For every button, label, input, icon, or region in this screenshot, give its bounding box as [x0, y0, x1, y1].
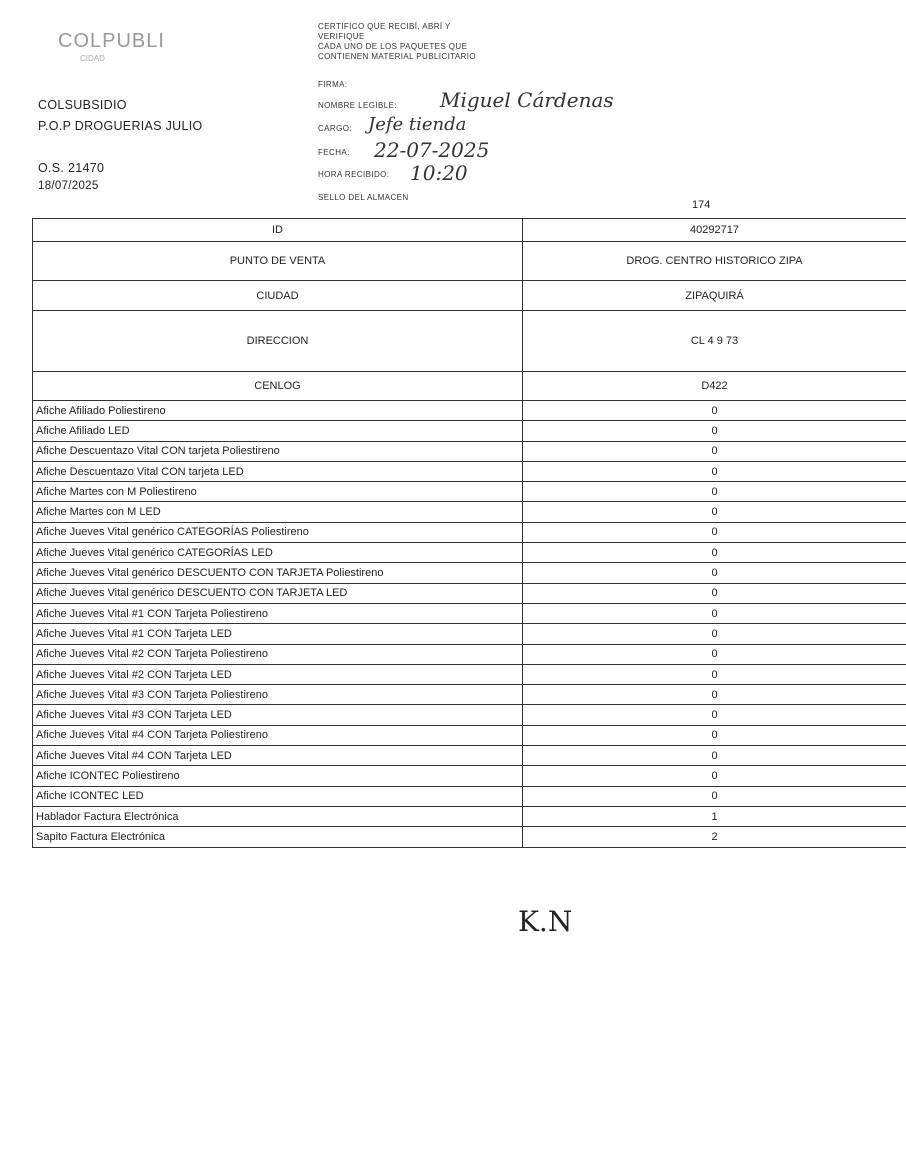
- item-qty: 0: [523, 543, 906, 563]
- item-name: Hablador Factura Electrónica: [33, 806, 523, 826]
- table-row: [33, 664, 906, 684]
- item-qty: 0: [523, 725, 906, 745]
- header-value: DROG. CENTRO HISTORICO ZIPA: [523, 242, 906, 281]
- header-value: ZIPAQUIRÁ: [523, 281, 906, 311]
- sello-label: SELLO DEL ALMACEN: [318, 193, 409, 202]
- table-row: [33, 401, 906, 421]
- page-number: 174: [692, 199, 711, 211]
- hora-label: HORA RECIBIDO:: [318, 170, 390, 179]
- header-value: 40292717: [523, 219, 906, 242]
- item-name: Afiche Jueves Vital #2 CON Tarjeta Poliestireno: [33, 644, 523, 664]
- table-row: [33, 624, 906, 644]
- table-row: [33, 766, 906, 786]
- item-qty: 0: [523, 441, 906, 461]
- order-number: O.S. 21470: [38, 161, 105, 175]
- item-qty: 0: [523, 522, 906, 542]
- header-value: D422: [523, 372, 906, 401]
- client-name: COLSUBSIDIO: [38, 98, 127, 112]
- item-name: Afiche ICONTEC LED: [33, 786, 523, 806]
- item-qty: 0: [523, 766, 906, 786]
- table-row: [33, 563, 906, 583]
- item-qty: 0: [523, 664, 906, 684]
- item-name: Afiche Afiliado Poliestireno: [33, 401, 523, 421]
- project-name: P.O.P DROGUERIAS JULIO: [38, 119, 203, 133]
- nombre-value: Miguel Cárdenas: [440, 88, 614, 112]
- firma-label: FIRMA:: [318, 80, 348, 89]
- table-row: [33, 786, 906, 806]
- fecha-value: 22-07-2025: [374, 138, 490, 162]
- header-row: [33, 281, 906, 311]
- item-name: Afiche Jueves Vital #4 CON Tarjeta LED: [33, 746, 523, 766]
- item-qty: 0: [523, 644, 906, 664]
- cert-line: CADA UNO DE LOS PAQUETES QUE: [318, 42, 468, 51]
- item-qty: 0: [523, 685, 906, 705]
- table-row: [33, 461, 906, 481]
- item-qty: 2: [523, 827, 906, 847]
- header-row: [33, 311, 906, 372]
- item-name: Afiche Jueves Vital genérico CATEGORÍAS LED: [33, 543, 523, 563]
- item-name: Afiche Jueves Vital #1 CON Tarjeta LED: [33, 624, 523, 644]
- header-value: CL 4 9 73: [523, 311, 906, 372]
- delivery-table: [32, 218, 906, 848]
- cert-line: CERTIFICO QUE RECIBÍ, ABRÍ Y: [318, 22, 451, 31]
- table-row: [33, 482, 906, 502]
- cert-line: CONTIENEN MATERIAL PUBLICITARIO: [318, 52, 477, 61]
- cargo-label: CARGO:: [318, 124, 352, 133]
- item-name: Afiche Jueves Vital genérico CATEGORÍAS Poliestireno: [33, 522, 523, 542]
- table-row: [33, 725, 906, 745]
- table-row: [33, 603, 906, 623]
- header-row: [33, 242, 906, 281]
- table-row: [33, 827, 906, 847]
- item-qty: 0: [523, 624, 906, 644]
- item-qty: 0: [523, 705, 906, 725]
- item-name: Afiche Jueves Vital #4 CON Tarjeta Poliestireno: [33, 725, 523, 745]
- header-label: CIUDAD: [33, 281, 523, 311]
- header-label: CENLOG: [33, 372, 523, 401]
- header-row: [33, 219, 906, 242]
- item-qty: 0: [523, 482, 906, 502]
- table-row: [33, 685, 906, 705]
- item-qty: 0: [523, 786, 906, 806]
- fecha-label: FECHA:: [318, 148, 350, 157]
- item-qty: 0: [523, 502, 906, 522]
- table-row: [33, 583, 906, 603]
- item-name: Afiche Jueves Vital #1 CON Tarjeta Poliestireno: [33, 603, 523, 623]
- item-qty: 0: [523, 421, 906, 441]
- item-name: Afiche Martes con M Poliestireno: [33, 482, 523, 502]
- item-name: Sapito Factura Electrónica: [33, 827, 523, 847]
- item-name: Afiche ICONTEC Poliestireno: [33, 766, 523, 786]
- item-name: Afiche Jueves Vital #3 CON Tarjeta LED: [33, 705, 523, 725]
- header-row: [33, 372, 906, 401]
- item-qty: 0: [523, 603, 906, 623]
- item-qty: 0: [523, 583, 906, 603]
- item-name: Afiche Martes con M LED: [33, 502, 523, 522]
- cert-line: VERIFIQUE: [318, 32, 365, 41]
- table-row: [33, 644, 906, 664]
- item-name: Afiche Afiliado LED: [33, 421, 523, 441]
- table-row: [33, 522, 906, 542]
- handwritten-initials: K.N: [518, 905, 573, 938]
- table-row: [33, 441, 906, 461]
- header-label: DIRECCION: [33, 311, 523, 372]
- hora-value: 10:20: [410, 161, 468, 185]
- header-label: ID: [33, 219, 523, 242]
- cargo-value: Jefe tienda: [368, 114, 467, 135]
- table-row: [33, 806, 906, 826]
- item-name: Afiche Descuentazo Vital CON tarjeta LED: [33, 461, 523, 481]
- table-row: [33, 543, 906, 563]
- item-qty: 0: [523, 746, 906, 766]
- header-label: PUNTO DE VENTA: [33, 242, 523, 281]
- table-row: [33, 746, 906, 766]
- item-name: Afiche Jueves Vital genérico DESCUENTO CON TARJETA LED: [33, 583, 523, 603]
- nombre-label: NOMBRE LEGIBLE:: [318, 101, 397, 110]
- order-date: 18/07/2025: [38, 180, 99, 192]
- item-qty: 0: [523, 461, 906, 481]
- item-name: Afiche Descuentazo Vital CON tarjeta Poliestireno: [33, 441, 523, 461]
- company-logo: COLPUBLI CIDAD: [58, 30, 165, 63]
- table-row: [33, 421, 906, 441]
- table-row: [33, 705, 906, 725]
- item-name: Afiche Jueves Vital #3 CON Tarjeta Poliestireno: [33, 685, 523, 705]
- item-name: Afiche Jueves Vital #2 CON Tarjeta LED: [33, 664, 523, 684]
- item-qty: 0: [523, 401, 906, 421]
- table-row: [33, 502, 906, 522]
- item-name: Afiche Jueves Vital genérico DESCUENTO CON TARJETA Poliestireno: [33, 563, 523, 583]
- item-qty: 1: [523, 806, 906, 826]
- item-qty: 0: [523, 563, 906, 583]
